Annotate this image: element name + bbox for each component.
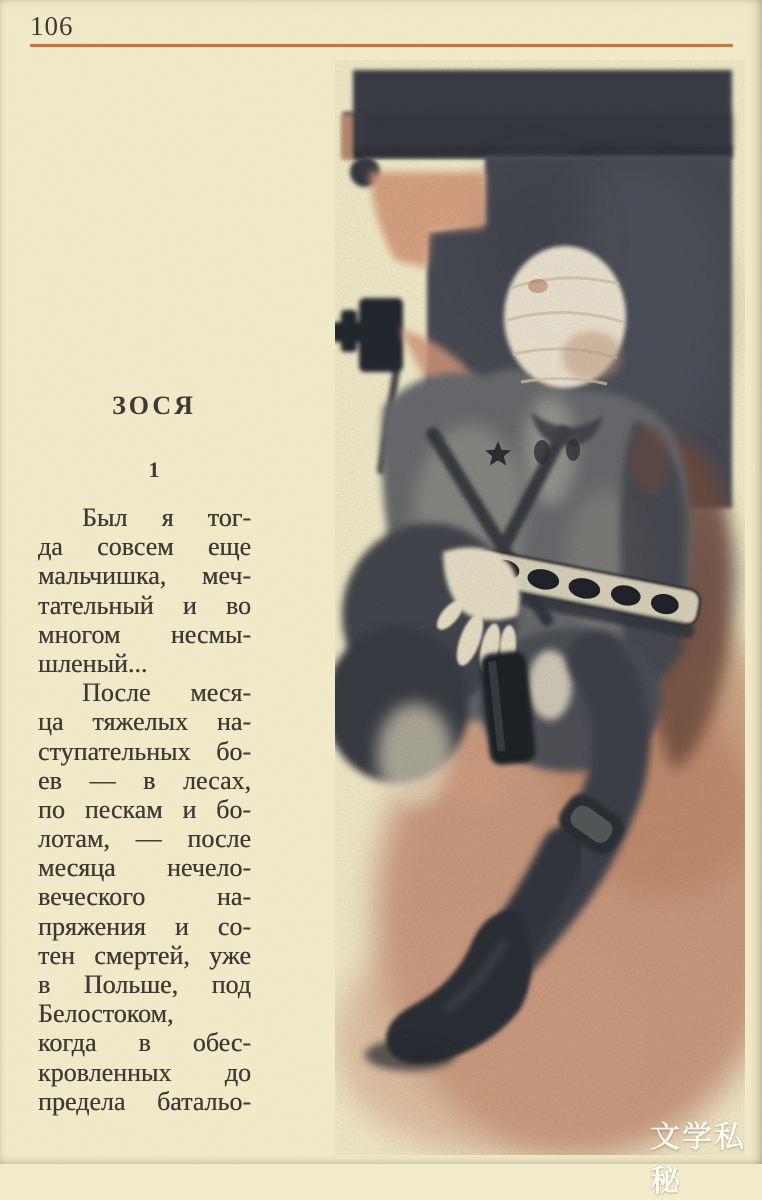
text-line: Был я тог- bbox=[82, 503, 251, 532]
text-line: Белостоком, bbox=[38, 999, 174, 1029]
story-title: ЗОСЯ bbox=[112, 391, 196, 420]
soldier-illustration bbox=[335, 60, 745, 1155]
text-line: пряжения и со- bbox=[38, 911, 251, 941]
watermark: 文学私秘 bbox=[650, 1120, 746, 1199]
text-line: предела батальо- bbox=[38, 1086, 251, 1116]
text-line: да совсем еще bbox=[38, 532, 251, 562]
body-text-column bbox=[38, 503, 251, 1116]
text-line: тательный и во bbox=[38, 590, 251, 620]
text-line: многом несмы- bbox=[38, 619, 251, 649]
text-line: После меся- bbox=[82, 678, 251, 708]
text-line: веческого на- bbox=[38, 882, 251, 912]
text-line: ступательных бо- bbox=[38, 736, 251, 766]
text-line: ца тяжелых на- bbox=[38, 707, 251, 737]
text-line: ев — в лесах, bbox=[38, 765, 251, 795]
page-number: 106 bbox=[30, 11, 74, 41]
text-line: шленый... bbox=[38, 648, 148, 678]
section-number: 1 bbox=[148, 457, 160, 482]
art-grain bbox=[335, 60, 745, 1155]
text-line: в Польше, под bbox=[38, 970, 251, 999]
text-line: когда в обес- bbox=[38, 1028, 251, 1058]
text-line: лотам, — после bbox=[38, 824, 251, 854]
text-line: тен смертей, уже bbox=[38, 940, 251, 970]
text-line: месяца нечело- bbox=[38, 853, 251, 883]
text-line: мальчишка, меч- bbox=[38, 561, 251, 591]
text-line: по пескам и бо- bbox=[38, 794, 251, 824]
header-rule bbox=[30, 44, 733, 47]
text-line: кровленных до bbox=[38, 1057, 251, 1087]
